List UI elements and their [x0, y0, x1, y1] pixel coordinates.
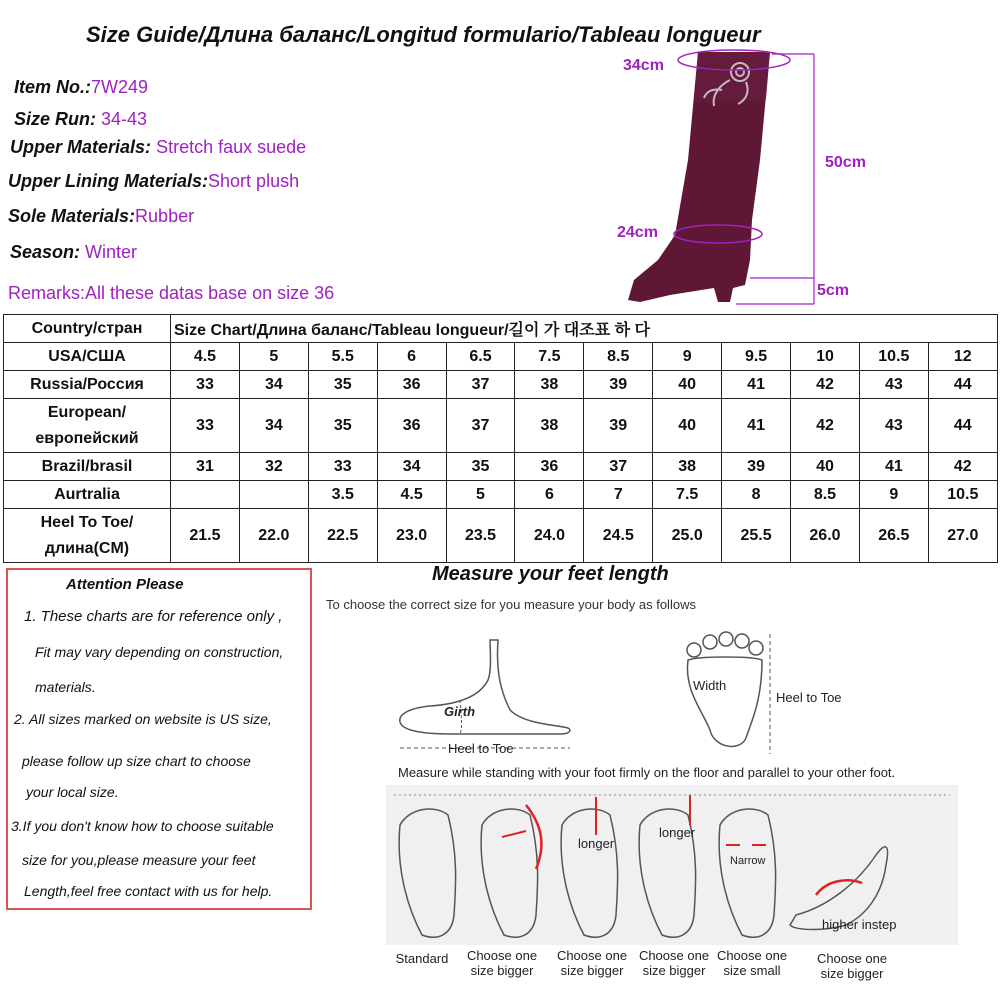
table-row: [4, 453, 998, 481]
table-cell: 5: [239, 343, 308, 371]
table-cell: 38: [515, 371, 584, 399]
table-cell: 43: [859, 399, 928, 453]
table-cell: 27.0: [928, 509, 997, 563]
table-cell: 36: [377, 371, 446, 399]
table-cell: 7.5: [653, 481, 722, 509]
spec-season: [10, 242, 137, 263]
spec-value: 7W249: [91, 77, 149, 97]
attention-line: materials.: [35, 679, 96, 695]
table-cell: 8.5: [584, 343, 653, 371]
table-cell: 12: [928, 343, 997, 371]
table-cell: 3.5: [308, 481, 377, 509]
table-cell: 9.5: [722, 343, 791, 371]
table-cell: 22.0: [239, 509, 308, 563]
foot-caption: Choose one size bigger: [816, 951, 888, 981]
attention-line: 3.If you don't know how to choose suitable: [11, 818, 274, 834]
top-circumference-label: 34cm: [623, 57, 664, 74]
attention-line: please follow up size chart to choose: [22, 753, 251, 769]
spec-value: 34-43: [101, 109, 148, 129]
table-cell: 8: [722, 481, 791, 509]
spec-value: Short plush: [208, 171, 300, 191]
table-cell: 24.5: [584, 509, 653, 563]
spec-label: Size Run:: [14, 109, 97, 129]
table-cell: 34: [377, 453, 446, 481]
spec-label: Item No.:: [14, 77, 92, 97]
attention-line: size for you,please measure your feet: [22, 852, 256, 868]
table-cell: 40: [653, 371, 722, 399]
table-cell: 37: [584, 453, 653, 481]
spec-label: Upper Lining Materials:: [8, 171, 209, 191]
table-cell: 9: [859, 481, 928, 509]
table-cell: 40: [653, 399, 722, 453]
table-cell: 7: [584, 481, 653, 509]
table-cell: 35: [308, 399, 377, 453]
spec-size-run: [14, 109, 147, 130]
width-label: Width: [693, 678, 727, 693]
heel-to-toe-top-label: Heel to Toe: [776, 690, 842, 705]
table-cell: 25.5: [722, 509, 791, 563]
longer-label-1: longer: [578, 836, 615, 851]
header-size-chart: Size Chart/Длина баланс/Tableau longueur/길이 가 대조표 하 다: [171, 315, 998, 343]
boot-illustration: [600, 40, 890, 315]
row-label: USA/США: [4, 343, 171, 371]
row-label: Heel To Toe/длина(CM): [4, 509, 171, 563]
table-cell: 31: [171, 453, 240, 481]
attention-line: 2. All sizes marked on website is US size,: [14, 711, 272, 727]
table-cell: 42: [791, 371, 860, 399]
table-cell: [239, 481, 308, 509]
table-cell: 5: [446, 481, 515, 509]
table-cell: 6: [515, 481, 584, 509]
foot-caption: Choose one size bigger: [466, 948, 538, 978]
table-cell: 38: [653, 453, 722, 481]
higher-instep-label: higher instep: [822, 917, 897, 932]
table-cell: 24.0: [515, 509, 584, 563]
table-cell: 39: [722, 453, 791, 481]
table-cell: 44: [928, 399, 997, 453]
table-cell: 5.5: [308, 343, 377, 371]
table-cell: 4.5: [377, 481, 446, 509]
table-cell: 33: [171, 399, 240, 453]
table-cell: 26.5: [859, 509, 928, 563]
table-row: [4, 371, 998, 399]
table-cell: 7.5: [515, 343, 584, 371]
measure-subtitle: To choose the correct size for you measure your body as follows: [326, 597, 696, 612]
header-country: Country/стран: [4, 315, 171, 343]
table-cell: 32: [239, 453, 308, 481]
row-label: European/европейский: [4, 399, 171, 453]
row-label: Aurtralia: [4, 481, 171, 509]
spec-sole: [8, 206, 194, 227]
spec-label: Sole Materials:: [8, 206, 136, 226]
attention-line: Length,feel free contact with us for help.: [24, 883, 273, 899]
table-row: [4, 399, 998, 453]
foot-caption: Choose one size bigger: [556, 948, 628, 978]
spec-upper: [10, 137, 306, 158]
table-cell: 37: [446, 371, 515, 399]
table-header-row: [4, 315, 998, 343]
table-row: [4, 343, 998, 371]
spec-label: Upper Materials:: [10, 137, 152, 157]
table-cell: 42: [791, 399, 860, 453]
remarks: Remarks:All these datas base on size 36: [8, 283, 335, 303]
attention-box: [6, 568, 312, 910]
table-row: [4, 481, 998, 509]
table-row: [4, 509, 998, 563]
measure-note: Measure while standing with your foot firmly on the floor and parallel to your other foot.: [398, 765, 896, 780]
table-cell: 26.0: [791, 509, 860, 563]
foot-caption: Choose one size bigger: [638, 948, 710, 978]
attention-title: Attention Please: [66, 576, 184, 593]
longer-label-2: longer: [659, 825, 696, 840]
table-cell: 6.5: [446, 343, 515, 371]
table-cell: 35: [308, 371, 377, 399]
table-cell: 39: [584, 371, 653, 399]
table-cell: 33: [308, 453, 377, 481]
table-cell: 42: [928, 453, 997, 481]
table-cell: 41: [859, 453, 928, 481]
table-cell: 37: [446, 399, 515, 453]
table-cell: 22.5: [308, 509, 377, 563]
table-cell: 23.0: [377, 509, 446, 563]
table-cell: 9: [653, 343, 722, 371]
table-cell: 40: [791, 453, 860, 481]
table-cell: 41: [722, 371, 791, 399]
table-cell: 43: [859, 371, 928, 399]
size-chart-table: [3, 314, 998, 563]
heel-height-label: 5cm: [817, 282, 850, 299]
row-label: Brazil/brasil: [4, 453, 171, 481]
spec-value: Rubber: [135, 206, 195, 226]
spec-value: Winter: [85, 242, 138, 262]
table-cell: 23.5: [446, 509, 515, 563]
attention-line: Fit may vary depending on construction,: [35, 644, 284, 660]
table-cell: 44: [928, 371, 997, 399]
measure-title: Measure your feet length: [432, 563, 669, 585]
table-cell: 34: [239, 399, 308, 453]
attention-line: your local size.: [26, 784, 119, 800]
table-cell: 36: [377, 399, 446, 453]
foot-caption: Choose one size small: [716, 948, 788, 978]
row-label: Russia/Россия: [4, 371, 171, 399]
spec-lining: [8, 171, 299, 192]
table-cell: 38: [515, 399, 584, 453]
table-cell: 25.0: [653, 509, 722, 563]
narrow-label: Narrow: [730, 855, 766, 867]
table-cell: 10: [791, 343, 860, 371]
table-cell: 8.5: [791, 481, 860, 509]
shaft-height-label: 50cm: [825, 154, 866, 171]
table-cell: 10.5: [859, 343, 928, 371]
table-cell: 10.5: [928, 481, 997, 509]
table-cell: 34: [239, 371, 308, 399]
table-cell: 4.5: [171, 343, 240, 371]
table-cell: 41: [722, 399, 791, 453]
spec-value: Stretch faux suede: [156, 137, 307, 157]
table-cell: 6: [377, 343, 446, 371]
spec-item-no: [14, 77, 148, 98]
attention-line: 1. These charts are for reference only ,: [24, 608, 283, 625]
table-cell: 33: [171, 371, 240, 399]
table-cell: 39: [584, 399, 653, 453]
table-cell: 21.5: [171, 509, 240, 563]
spec-label: Season:: [10, 242, 81, 262]
table-cell: 36: [515, 453, 584, 481]
page-title: Size Guide/Длина баланс/Longitud formulario/Tableau longueur: [86, 22, 761, 47]
foot-caption: Standard: [395, 951, 449, 966]
table-cell: 35: [446, 453, 515, 481]
heel-to-toe-side-label: Heel to Toe: [448, 741, 514, 756]
calf-circumference-label: 24cm: [617, 224, 658, 241]
girth-label: Girth: [444, 704, 476, 719]
table-cell: [171, 481, 240, 509]
